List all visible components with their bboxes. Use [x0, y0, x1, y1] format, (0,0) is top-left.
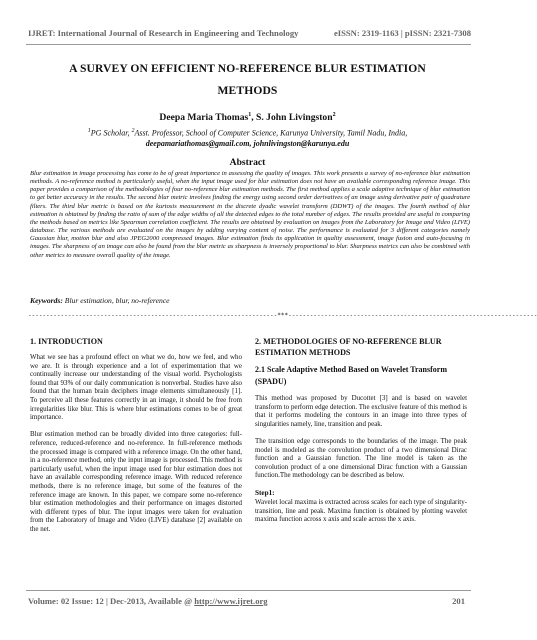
- step-1-heading: Step1:: [255, 488, 275, 497]
- affiliation: [30, 126, 465, 149]
- right-column: [255, 336, 467, 533]
- issn-info: eISSN: 2319-1163 | pISSN: 2321-7308: [333, 28, 471, 38]
- page-header: [28, 28, 471, 38]
- author-1-sup: 1: [248, 112, 252, 118]
- footer-volume: [28, 596, 268, 606]
- title-line-2: METHODS: [217, 84, 278, 97]
- page-number: 201: [452, 596, 465, 606]
- author-1: Deepa Maria Thomas: [159, 112, 249, 124]
- spadu-para-2: The transition edge corresponds to the boundaries of the image. The peak model is modeled as the convolution product of a two dimensional Dirac function and a Gaussian function. The line model is taken as the convolution product of a one dimensional Dirac function with a Gaussian function.The methodology can be described as below.: [255, 436, 467, 480]
- introduction-heading: 1. INTRODUCTION: [30, 337, 103, 346]
- journal-name: IJRET: International Journal of Research in Engineering and Technology: [28, 28, 299, 38]
- author-2-sup: 2: [332, 112, 336, 118]
- introduction-para-2: Blur estimation method can be broadly divided into three categories: full-reference, reduced-reference and no-reference. In full-reference methods the processed image is compared with a reference image. On the other hand, in a no-reference method, only the input image is processed. This method is particularly useful, when the input image used for blur estimation does not have an available corresponding reference image. With reduced reference methods, there is no reference image, but some of the features of the reference image are known. In this paper, we compare some no-reference blur estimation methodologies and their performance on images distorted with different types of blur. The input images were taken for evaluation from the Laboratory of Image and Video (LIVE) database [2] available on the net.: [30, 430, 242, 533]
- abstract-text: Blur estimation in image processing has come to be of great importance in assessing the quality of images. This work presents a survey of no-reference blur estimation methods. A no-reference method is particularly useful, when the input image used for blur estimation does not have an available corresponding reference image. This paper provides a comparison of the methodologies of four no-reference blur estimation methods. The first method applies a scale adaptive technique of blur estimation to get better accuracy in the results. The second blur metric involves finding the energy using second order derivatives of an image using derivative pair of quadrature filters. The third blur metric is based on the kurtosis measurement in the discrete dyadic wavelet transform (DDWT) of the images. The fourth method of blur estimation is obtained by finding the ratio of sum of the edge widths of all the detected edges to the total number of edges. The results provided are useful in comparing the methods based on metrics like Spearman correlation coefficient. The results are obtained by evaluation on images from the Laboratory for Image and Video (LIVE) database. The various methods are evaluated on the images by adding varying content of noise. The performance is evaluated for 3 different categories namely Gaussian blur, motion blur and also JPEG2000 compressed images. Blur estimation finds its application in quality assessment, image fusion and auto-focusing in images. The sharpness of an image can also be found from the blur metric as sharpness is inversely proportional to blur. Sharpness metrics can also be combined with other metrics to measure overall quality of the image.: [30, 170, 470, 259]
- footer-rule: [26, 590, 471, 591]
- introduction-para-1: What we see has a profound effect on what we do, how we feel, and who we are. It is through experience and a lot of experimentation that we continually increase our understanding of the visual world. Psychologists found that 93% of our daily communication is nonverbal. Studies have also found that the human brain deciphers image elements simultaneously [1]. To perceive all these features correctly in an image, it should be free from irregularities like blur. This is where blur estimations comes to be of great importance.: [30, 353, 242, 422]
- author-emails: deepamariathomas@gmail.com, johnlivingston@karunya.edu: [145, 138, 350, 148]
- abstract-heading: Abstract: [229, 157, 266, 168]
- spadu-para-1: This method was proposed by Ducottet [3] and is based on wavelet transform to perform edge detection. The exclusive feature of this method is that it performs modeling the contours in an image into three types of singularities namely, line, transition and peak.: [255, 394, 467, 428]
- spadu-subheading: 2.1 Scale Adaptive Method Based on Wavelet Transform (SPADU): [255, 365, 447, 386]
- keywords-text: Blur estimation, blur, no-reference: [62, 296, 170, 305]
- affil-sup-1: 1: [87, 128, 91, 134]
- keywords-label: Keywords:: [30, 296, 63, 305]
- methodologies-heading: 2. METHODOLOGIES OF NO-REFERENCE BLUR ESTIMATION METHODS: [255, 337, 442, 357]
- footer-volume-text: Volume: 02 Issue: 12 | Dec-2013, Available @: [28, 596, 195, 606]
- affil-text-2: Asst. Professor, School of Computer Science, Karunya University, Tamil Nadu, India,: [134, 128, 408, 138]
- author-list: [30, 112, 465, 123]
- author-separator: ,: [251, 112, 257, 124]
- paper-title: [30, 58, 465, 102]
- author-2: S. John Livingston: [256, 112, 333, 124]
- keywords: [30, 296, 470, 305]
- left-column: [30, 336, 242, 542]
- affil-text-1: PG Scholar,: [90, 128, 132, 138]
- header-rule: [26, 44, 471, 45]
- page-footer: [28, 596, 465, 606]
- step-1-text: Wavelet local maxima is extracted across scales for each type of singularity-transition, line and peak. Maxima function is obtained by plotting wavelet maxima function across x axis and scale across the x axis.: [255, 498, 467, 524]
- title-line-1: A SURVEY ON EFFICIENT NO-REFERENCE BLUR ESTIMATION: [69, 62, 426, 75]
- section-divider: ---------------------------------------------------------------------***---------------------------------------------------------------------: [28, 312, 537, 319]
- affil-sup-2: 2: [131, 128, 135, 134]
- journal-url-link[interactable]: http://www.ijret.org: [194, 596, 268, 606]
